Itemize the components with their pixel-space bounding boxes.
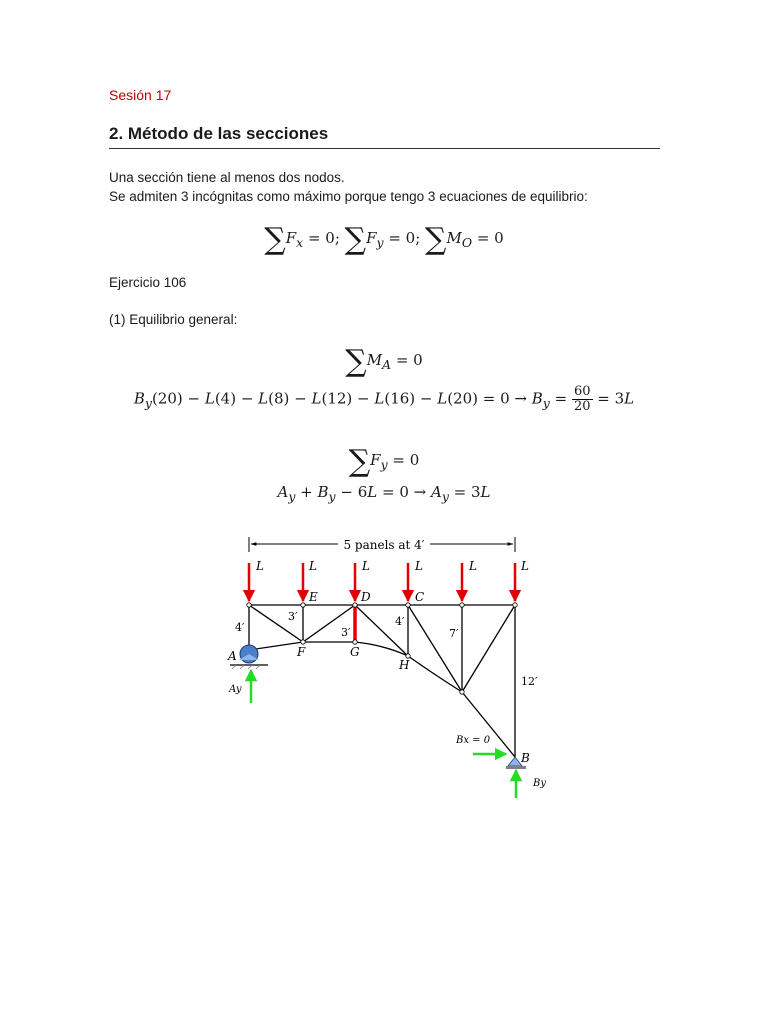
reaction-label-ay: Ay [229, 684, 242, 695]
dimension-labels [235, 610, 538, 688]
svg-text:3′: 3′ [288, 610, 298, 623]
load-labels [255, 559, 529, 573]
equilibrium-equations: $\sum F_x = 0$; $\sum F_y = 0$; $\sum M_O = 0$ [264, 222, 504, 257]
load-label: L [309, 559, 317, 573]
exercise-label: Ejercicio 106 [109, 275, 187, 290]
ay-equation: $A_y + B_y - 6L = 0 \to A_y = 3L$ [277, 483, 491, 504]
dimension-label: 5 panels at 4′ [343, 538, 425, 552]
node-label-d: D [361, 590, 371, 604]
intro-line-1: Una sección tiene al menos dos nodos. [109, 170, 345, 185]
svg-text:4′: 4′ [235, 621, 245, 634]
force-y-equation: $\sum F_y = 0$ [348, 444, 420, 479]
svg-text:12′: 12′ [521, 675, 538, 688]
node-label-e: E [309, 590, 318, 604]
node-label-c: C [415, 590, 425, 604]
step-label: (1) Equilibrio general: [109, 312, 238, 327]
svg-text:4′: 4′ [395, 615, 405, 628]
reaction-label-by: By [533, 778, 546, 789]
node-label-g: G [350, 645, 360, 659]
node-label-h: H [399, 658, 410, 672]
by-equation: $B_y(20) - L(4) - L(8) - L(12) - L(16) - L(20) = 0 \to B_y$ = $\frac{60}{20}$ = 3L [133, 384, 635, 414]
load-label: L [469, 559, 477, 573]
reaction-label-bx: Bx = 0 [456, 735, 491, 746]
moment-equation: $\sum M_A = 0$ [345, 344, 423, 379]
load-label: L [256, 559, 264, 573]
load-label: L [362, 559, 370, 573]
load-label: L [415, 559, 423, 573]
section-heading: 2. Método de las secciones [109, 124, 660, 149]
intro-line-2: Se admiten 3 incógnitas como máximo porque tengo 3 ecuaciones de equilibrio: [109, 189, 588, 204]
node-label-f: F [297, 645, 306, 659]
node-label-a: A [228, 649, 237, 663]
svg-text:7′: 7′ [449, 627, 459, 640]
node-label-b: B [521, 751, 530, 765]
dimension-line [249, 537, 515, 552]
session-label: Sesión 17 [109, 87, 172, 103]
svg-text:3′: 3′ [341, 626, 351, 639]
load-label: L [521, 559, 529, 573]
